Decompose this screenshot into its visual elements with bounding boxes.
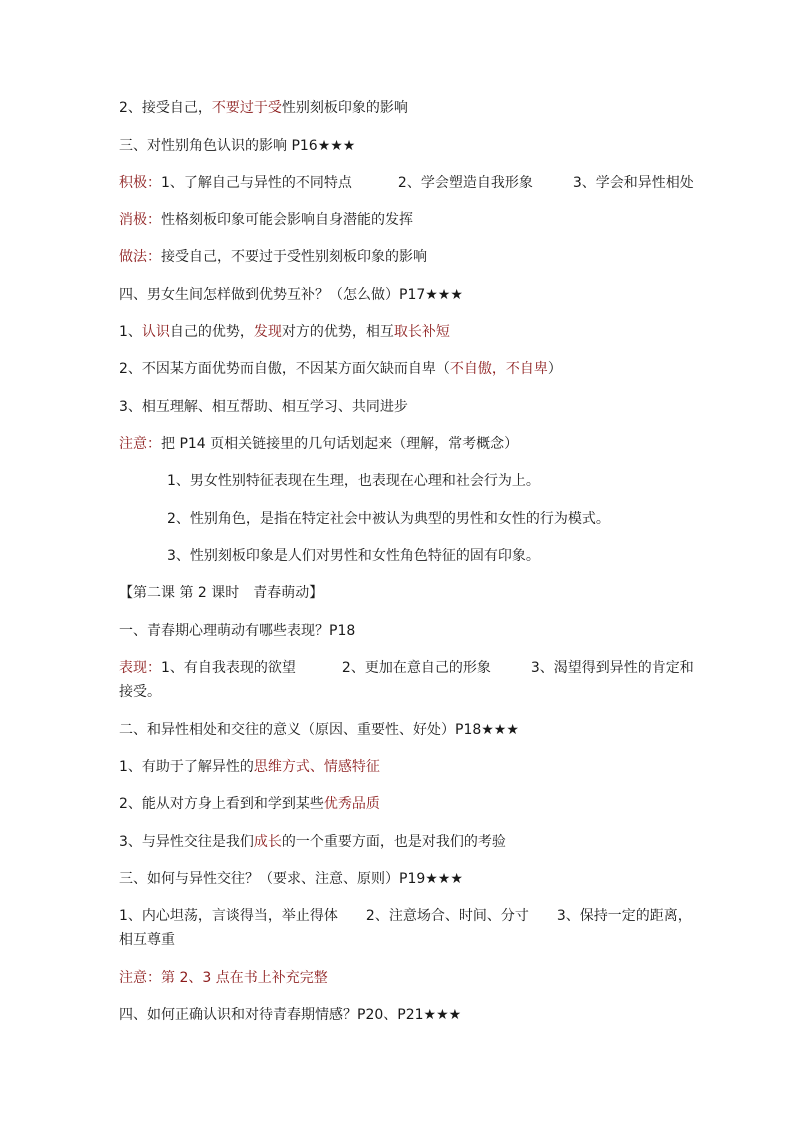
line-gender-role-def: 2、性别角色，是指在特定社会中被认为典型的男性和女性的行为模式。 [167,511,610,527]
heading-interaction-meaning: 二、和异性相处和交往的意义（原因、重要性、好处）P18★★★ [119,722,519,738]
line-note-p14: 注意：把 P14 页相关链接里的几句话划起来（理解，常考概念） [119,436,519,452]
heading-complementary: 四、男女生间怎样做到优势互补？（怎么做）P17★★★ [119,287,463,303]
line-know-strengths: 1、认识自己的优势，发现对方的优势，相互取长补短 [119,324,450,340]
line-note-complete: 注意：第 2、3 点在书上补充完整 [119,970,328,986]
line-performance: 表现：1、有自我表现的欲望 2、更加在意自己的形象 3、渴望得到异性的肯定和 [119,660,694,676]
heading-puberty-signs: 一、青春期心理萌动有哪些表现？P18 [119,623,356,639]
line-open-heart: 1、内心坦荡，言谈得当，举止得体 2、注意场合、时间、分寸 3、保持一定的距离， [119,908,692,924]
line-understand: 1、有助于了解异性的思维方式、情感特征 [119,759,380,775]
line-performance-cont: 接受。 [119,684,161,700]
heading-adolescent-feelings: 四、如何正确认识和对待青春期情感？P20、P21★★★ [119,1007,462,1023]
line-no-pride: 2、不因某方面优势而自傲，不因某方面欠缺而自卑（不自傲，不自卑） [119,361,562,377]
line-method: 做法：接受自己，不要过于受性别刻板印象的影响 [119,249,427,265]
line-stereotype-def: 3、性别刻板印象是人们对男性和女性角色特征的固有印象。 [167,548,540,564]
line-gender-traits: 1、男女性别特征表现在生理，也表现在心理和社会行为上。 [167,473,540,489]
line-qualities: 2、能从对方身上看到和学到某些优秀品质 [119,796,380,812]
line-open-heart-cont: 相互尊重 [119,932,175,948]
line-mutual: 3、相互理解、相互帮助、相互学习、共同进步 [119,399,408,415]
lesson-title: 【第二课 第 2 课时 青春萌动】 [119,585,324,601]
line-growth: 3、与异性交往是我们成长的一个重要方面，也是对我们的考验 [119,834,506,850]
line-negative: 消极：性格刻板印象可能会影响自身潜能的发挥 [119,212,413,228]
heading-gender-role-impact: 三、对性别角色认识的影响 P16★★★ [119,138,356,154]
line-positive: 积极：1、了解自己与异性的不同特点 2、学会塑造自我形象 3、学会和异性相处 [119,175,694,191]
heading-how-to-interact: 三、如何与异性交往？（要求、注意、原则）P19★★★ [119,871,463,887]
line-accept-self: 2、接受自己，不要过于受性别刻板印象的影响 [119,100,408,116]
